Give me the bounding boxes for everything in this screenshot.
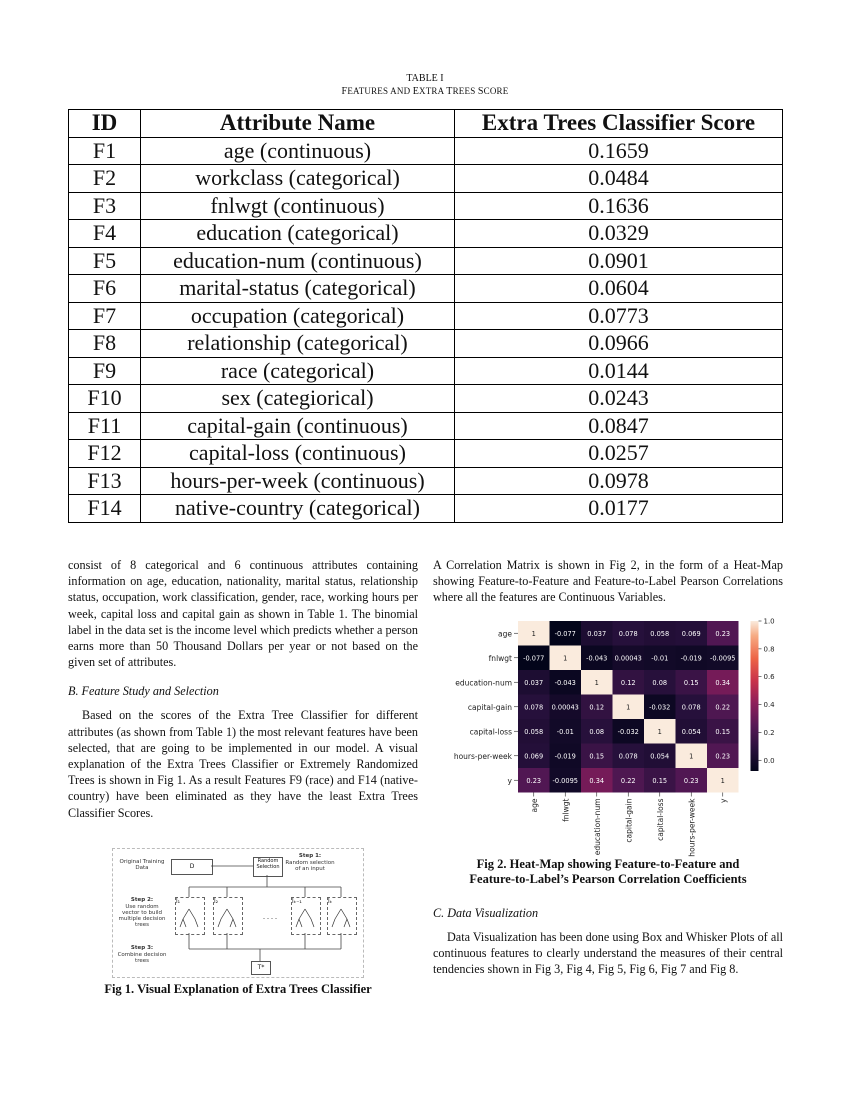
table-caption <box>0 72 850 98</box>
heatmap-cell-label: 0.15 <box>683 678 699 687</box>
right-column <box>433 557 783 606</box>
heatmap-cell-label: 0.15 <box>715 727 731 736</box>
fig1-step3-text: Combine decision trees <box>117 952 167 964</box>
cell-id: F9 <box>69 357 141 385</box>
cell-id: F13 <box>69 467 141 495</box>
cell-id: F4 <box>69 220 141 248</box>
fig1-tstar-box: T* <box>251 961 271 975</box>
features-table <box>68 109 783 523</box>
colorbar-tick-label: 0.2 <box>763 728 775 737</box>
table-row <box>69 385 783 413</box>
heatmap-row-label: y <box>507 776 512 786</box>
heatmap-cell-label: 1 <box>657 727 662 736</box>
table-row <box>69 220 783 248</box>
heatmap-cell-label: 0.34 <box>715 678 731 687</box>
fig1-tree-1: l₁ <box>175 897 205 935</box>
cell-id: F7 <box>69 302 141 330</box>
header-attribute: Attribute Name <box>141 110 455 138</box>
table-title: FEATURES AND EXTRA TREES SCORE <box>341 86 509 97</box>
left-column <box>68 557 418 821</box>
heatmap-cell-label: 1 <box>563 654 568 663</box>
table-row <box>69 440 783 468</box>
cell-attribute: marital-status (categorical) <box>141 275 455 303</box>
table-row <box>69 137 783 165</box>
table-row <box>69 192 783 220</box>
heatmap-colorbar <box>751 621 759 771</box>
table-row <box>69 357 783 385</box>
cell-attribute: education-num (continuous) <box>141 247 455 275</box>
heatmap-cell-label: 0.054 <box>650 752 670 761</box>
heatmap-svg <box>448 613 775 857</box>
table-row <box>69 302 783 330</box>
table-row <box>69 495 783 523</box>
cell-score: 0.0847 <box>455 412 783 440</box>
heatmap-cell-label: 0.22 <box>715 703 731 712</box>
heatmap-cell-label: 0.058 <box>524 727 544 736</box>
heatmap-row-label: age <box>498 629 512 639</box>
fig2-caption <box>433 857 783 887</box>
heatmap-cell-label: -0.01 <box>651 654 669 663</box>
cell-attribute: hours-per-week (continuous) <box>141 467 455 495</box>
cell-score: 0.0144 <box>455 357 783 385</box>
heatmap-col-label: capital-loss <box>655 798 665 841</box>
cell-score: 0.0177 <box>455 495 783 523</box>
colorbar-tick-label: 0.4 <box>763 701 775 710</box>
colorbar-tick-label: 0.6 <box>763 673 775 682</box>
table-row <box>69 275 783 303</box>
section-c-heading: C. Data Visualization <box>433 906 539 920</box>
heatmap-cell-label: 0.069 <box>681 629 701 638</box>
cell-id: F2 <box>69 165 141 193</box>
right-column-lower <box>433 898 783 978</box>
heatmap-col-label: y <box>718 798 728 803</box>
fig1-original-label: Original Training Data <box>119 859 165 871</box>
heatmap-cell-label: 0.12 <box>589 703 605 712</box>
colorbar-tick-label: 0.8 <box>763 645 775 654</box>
heatmap-col-label: hours-per-week <box>687 798 697 857</box>
cell-score: 0.0773 <box>455 302 783 330</box>
cell-score: 0.0484 <box>455 165 783 193</box>
cell-id: F11 <box>69 412 141 440</box>
heatmap-cell-label: 0.00043 <box>614 654 642 663</box>
table-row <box>69 247 783 275</box>
heatmap-cell-label: -0.0095 <box>552 776 578 785</box>
fig1-tree-k: lₖ <box>327 897 357 935</box>
table-header-row <box>69 110 783 138</box>
heatmap-col-label: age <box>529 798 539 813</box>
fig1-random-selection-box: Random Selection <box>253 857 283 877</box>
paragraph-feature-selection: Based on the scores of the Extra Tree Classifier for different attributes (as shown from Table 1) the most relevant features have been selected, that are going to be implemented in our model. A visual explanation of the Extra Trees Classifier or Extremely Randomized Trees is shown in Fig 1. As a result Features F9 (race) and F14 (native-country) have been eliminated as they have the least Extra Trees Classifier Scores. <box>68 708 418 820</box>
correlation-heatmap <box>448 613 775 857</box>
cell-attribute: fnlwgt (continuous) <box>141 192 455 220</box>
paragraph-dataset: consist of 8 categorical and 6 continuous attributes containing information on age, education, nationality, marital status, relationship status, occupation, work classification, gender, race, working hours per week, capital loss and capital gain as shown in Table 1. The binomial label in the data set is the income level which predicts whether a person earns more than 50 Thousand Dollars per year or not based on the given set of attributes. <box>68 558 418 670</box>
paragraph-data-visualization: Data Visualization has been done using Box and Whisker Plots of all continuous features to clearly understand the measures of their central tendencies shown in Fig 3, Fig 4, Fig 5, Fig 6, Fig 7 and Fig 8. <box>433 930 783 977</box>
cell-id: F1 <box>69 137 141 165</box>
heatmap-cell-label: 0.069 <box>524 752 544 761</box>
heatmap-cell-label: 1 <box>594 678 599 687</box>
heatmap-cell-label: -0.077 <box>554 629 576 638</box>
heatmap-cell-label: -0.032 <box>617 727 639 736</box>
svg-text:. . . .: . . . . <box>263 912 277 921</box>
heatmap-cell-label: 0.23 <box>526 776 542 785</box>
heatmap-col-label: education-num <box>592 798 602 856</box>
cell-attribute: race (categorical) <box>141 357 455 385</box>
colorbar-tick-label: 0.0 <box>763 756 775 765</box>
cell-id: F12 <box>69 440 141 468</box>
heatmap-cell-label: 1 <box>531 629 536 638</box>
table-row <box>69 165 783 193</box>
heatmap-cell-label: 0.08 <box>652 678 668 687</box>
cell-attribute: native-country (categorical) <box>141 495 455 523</box>
heatmap-row-label: capital-loss <box>469 727 512 737</box>
fig1-step3: Step 3: <box>130 945 154 951</box>
fig1-step1-text: Random selection of an input <box>285 860 335 872</box>
fig1-step2: Step 2: <box>130 897 154 903</box>
section-b-heading: B. Feature Study and Selection <box>68 684 219 699</box>
cell-attribute: sex (categiorical) <box>141 385 455 413</box>
heatmap-cell-label: 0.00043 <box>551 703 579 712</box>
fig1-d-box: D <box>171 859 213 875</box>
heatmap-row-label: fnlwgt <box>488 653 512 663</box>
table-row <box>69 330 783 358</box>
heatmap-cell-label: 0.054 <box>681 727 701 736</box>
heatmap-cell-label: 0.12 <box>620 678 636 687</box>
fig2-caption-line1: Fig 2. Heat-Map showing Feature-to-Feature and <box>476 857 740 871</box>
cell-attribute: relationship (categorical) <box>141 330 455 358</box>
cell-score: 0.0604 <box>455 275 783 303</box>
table-row <box>69 412 783 440</box>
cell-score: 0.1659 <box>455 137 783 165</box>
heatmap-cell-label: 0.22 <box>620 776 636 785</box>
heatmap-cell-label: -0.043 <box>586 654 608 663</box>
header-id: ID <box>69 110 141 138</box>
fig1-tree-2: l₂ <box>213 897 243 935</box>
heatmap-col-label: capital-gain <box>624 798 634 843</box>
fig1-step1: Step 1: <box>298 853 322 859</box>
heatmap-col-label: fnlwgt <box>561 798 571 822</box>
heatmap-cell-label: 0.058 <box>650 629 670 638</box>
cell-id: F5 <box>69 247 141 275</box>
paragraph-correlation: A Correlation Matrix is shown in Fig 2, in the form of a Heat-Map showing Feature-to-Feature and Feature-to-Label Pearson Correlations where all the features are Continuous Variables. <box>433 558 783 605</box>
fig1-caption: Fig 1. Visual Explanation of Extra Trees Classifier <box>104 982 372 996</box>
heatmap-cell-label: 0.08 <box>589 727 605 736</box>
heatmap-cell-label: -0.043 <box>554 678 576 687</box>
heatmap-cell-label: 0.037 <box>524 678 544 687</box>
fig2-caption-line2: Feature-to-Label’s Pearson Correlation Coefficients <box>469 872 747 886</box>
heatmap-cell-label: 1 <box>689 752 694 761</box>
colorbar-tick-label: 1.0 <box>763 617 775 626</box>
heatmap-cell-label: 0.23 <box>715 752 731 761</box>
heatmap-cell-label: 0.15 <box>589 752 605 761</box>
heatmap-cell-label: 1 <box>626 703 631 712</box>
heatmap-row-label: hours-per-week <box>453 751 512 761</box>
cell-score: 0.0329 <box>455 220 783 248</box>
heatmap-cell-label: 1 <box>720 776 725 785</box>
cell-id: F14 <box>69 495 141 523</box>
fig1-step2-text: Use random vector to build multiple decision trees <box>118 904 166 928</box>
cell-attribute: workclass (categorical) <box>141 165 455 193</box>
heatmap-cell-label: -0.032 <box>649 703 671 712</box>
cell-score: 0.0257 <box>455 440 783 468</box>
fig1-tree-k-1: lₖ₋₁ <box>291 897 321 935</box>
cell-score: 0.0243 <box>455 385 783 413</box>
cell-score: 0.0901 <box>455 247 783 275</box>
cell-score: 0.1636 <box>455 192 783 220</box>
cell-attribute: capital-loss (continuous) <box>141 440 455 468</box>
heatmap-cell-label: 0.078 <box>618 752 638 761</box>
cell-id: F8 <box>69 330 141 358</box>
cell-id: F10 <box>69 385 141 413</box>
heatmap-cell-label: 0.078 <box>618 629 638 638</box>
heatmap-row-label: capital-gain <box>467 702 512 712</box>
heatmap-cell-label: 0.078 <box>681 703 701 712</box>
heatmap-row-label: education-num <box>455 678 512 688</box>
cell-attribute: education (categorical) <box>141 220 455 248</box>
heatmap-cell-label: -0.019 <box>680 654 702 663</box>
cell-score: 0.0978 <box>455 467 783 495</box>
heatmap-cell-label: 0.15 <box>652 776 668 785</box>
cell-attribute: age (continuous) <box>141 137 455 165</box>
heatmap-cell-label: 0.34 <box>589 776 605 785</box>
cell-score: 0.0966 <box>455 330 783 358</box>
heatmap-cell-label: 0.23 <box>683 776 699 785</box>
heatmap-cell-label: -0.077 <box>523 654 545 663</box>
table-row <box>69 467 783 495</box>
header-score: Extra Trees Classifier Score <box>455 110 783 138</box>
cell-id: F3 <box>69 192 141 220</box>
heatmap-cell-label: 0.078 <box>524 703 544 712</box>
cell-id: F6 <box>69 275 141 303</box>
heatmap-cell-label: -0.019 <box>554 752 576 761</box>
cell-attribute: occupation (categorical) <box>141 302 455 330</box>
heatmap-cell-label: 0.23 <box>715 629 731 638</box>
heatmap-cell-label: 0.037 <box>587 629 607 638</box>
cell-attribute: capital-gain (continuous) <box>141 412 455 440</box>
table-number: TABLE I <box>406 73 444 84</box>
heatmap-cell-label: -0.0095 <box>710 654 736 663</box>
heatmap-cell-label: -0.01 <box>556 727 574 736</box>
fig1-diagram <box>112 848 364 978</box>
